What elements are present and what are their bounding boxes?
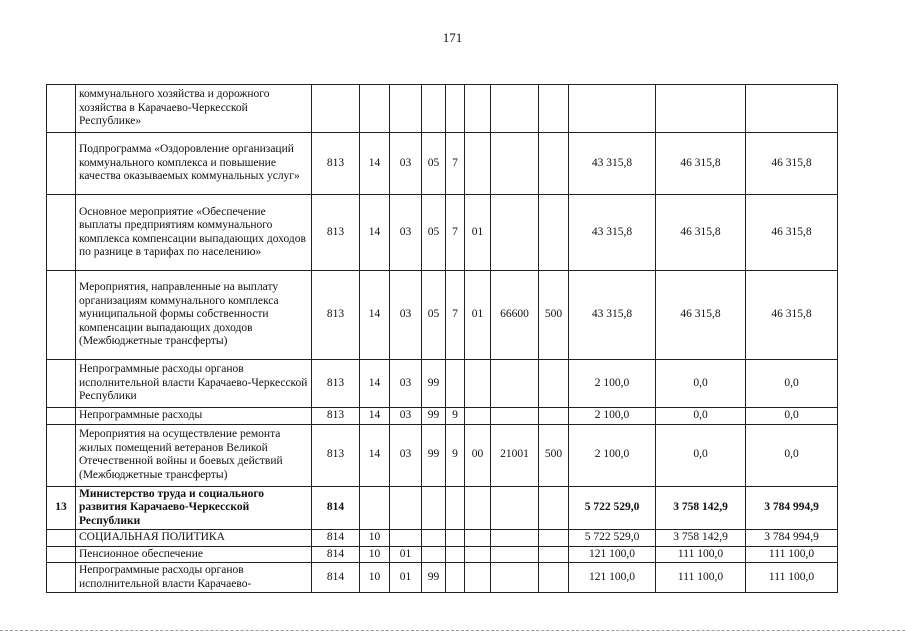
amount-year-2: 111 100,0 <box>656 546 746 563</box>
code-subprogram <box>446 486 465 530</box>
amount-year-1: 43 315,8 <box>569 133 656 195</box>
amount-year-2: 3 758 142,9 <box>656 530 746 547</box>
amount-year-3: 111 100,0 <box>746 546 838 563</box>
amount-year-1: 43 315,8 <box>569 195 656 271</box>
code-direction: 21001 <box>491 424 539 486</box>
code-direction <box>491 408 539 425</box>
code-rz: 14 <box>360 424 390 486</box>
code-expense-type: 500 <box>539 424 569 486</box>
code-event <box>465 360 491 408</box>
code-program: 99 <box>422 424 446 486</box>
code-expense-type <box>539 408 569 425</box>
code-rz: 14 <box>360 408 390 425</box>
code-gr: 813 <box>312 424 360 486</box>
code-pr: 01 <box>390 563 422 593</box>
amount-year-3: 3 784 994,9 <box>746 486 838 530</box>
code-rz: 10 <box>360 563 390 593</box>
scan-edge-line <box>0 630 905 631</box>
code-rz: 14 <box>360 195 390 271</box>
code-program: 05 <box>422 271 446 360</box>
code-program: 99 <box>422 408 446 425</box>
amount-year-3: 0,0 <box>746 360 838 408</box>
amount-year-1: 121 100,0 <box>569 563 656 593</box>
amount-year-2: 0,0 <box>656 408 746 425</box>
code-pr <box>390 85 422 133</box>
code-program: 05 <box>422 133 446 195</box>
amount-year-3: 46 315,8 <box>746 271 838 360</box>
amount-year-1: 2 100,0 <box>569 408 656 425</box>
code-program <box>422 530 446 547</box>
row-name: Основное мероприятие «Обеспечение выплаты предприятиям коммунального комплекса компенсации выпадающих доходов по разнице в тарифах по населению» <box>76 195 312 271</box>
table-row <box>47 486 838 530</box>
code-direction <box>491 360 539 408</box>
amount-year-1: 2 100,0 <box>569 360 656 408</box>
row-name: Непрограммные расходы <box>76 408 312 425</box>
code-rz <box>360 85 390 133</box>
row-name: Подпрограмма «Оздоровление организаций коммунального комплекса и повышение качества оказываемых коммунальных услуг» <box>76 133 312 195</box>
code-subprogram <box>446 360 465 408</box>
row-name: Мероприятия на осуществление ремонта жилых помещений ветеранов Великой Отечественной войны и боевых действий (Межбюджетные трансферты) <box>76 424 312 486</box>
row-number: 13 <box>47 486 76 530</box>
code-direction <box>491 546 539 563</box>
code-pr <box>390 530 422 547</box>
code-direction <box>491 133 539 195</box>
row-number <box>47 271 76 360</box>
amount-year-1: 121 100,0 <box>569 546 656 563</box>
code-subprogram: 7 <box>446 133 465 195</box>
code-gr: 814 <box>312 530 360 547</box>
code-event <box>465 546 491 563</box>
table-row <box>47 133 838 195</box>
row-name: СОЦИАЛЬНАЯ ПОЛИТИКА <box>76 530 312 547</box>
code-gr: 813 <box>312 133 360 195</box>
amount-year-1 <box>569 85 656 133</box>
row-name: коммунального хозяйства и дорожного хозяйства в Карачаево-Черкесской Республике» <box>76 85 312 133</box>
row-name: Министерство труда и социального развития Карачаево-Черкесской Республики <box>76 486 312 530</box>
code-rz: 14 <box>360 133 390 195</box>
code-gr: 813 <box>312 195 360 271</box>
code-expense-type <box>539 133 569 195</box>
code-subprogram: 9 <box>446 424 465 486</box>
row-number <box>47 85 76 133</box>
row-number <box>47 530 76 547</box>
code-expense-type <box>539 486 569 530</box>
code-direction <box>491 486 539 530</box>
code-rz: 10 <box>360 530 390 547</box>
code-direction <box>491 85 539 133</box>
code-rz <box>360 486 390 530</box>
code-expense-type <box>539 195 569 271</box>
code-pr <box>390 486 422 530</box>
code-subprogram <box>446 85 465 133</box>
budget-table <box>46 84 838 593</box>
amount-year-1: 5 722 529,0 <box>569 486 656 530</box>
code-expense-type <box>539 530 569 547</box>
code-expense-type <box>539 85 569 133</box>
code-expense-type: 500 <box>539 271 569 360</box>
code-expense-type <box>539 360 569 408</box>
row-name: Непрограммные расходы органов исполнительной власти Карачаево-Черкесской Республики <box>76 360 312 408</box>
row-number <box>47 360 76 408</box>
row-number <box>47 408 76 425</box>
code-gr: 813 <box>312 271 360 360</box>
code-event <box>465 133 491 195</box>
code-subprogram: 9 <box>446 408 465 425</box>
amount-year-1: 43 315,8 <box>569 271 656 360</box>
code-gr <box>312 85 360 133</box>
code-direction <box>491 195 539 271</box>
code-gr: 813 <box>312 360 360 408</box>
row-number <box>47 546 76 563</box>
table-row <box>47 563 838 593</box>
amount-year-1: 5 722 529,0 <box>569 530 656 547</box>
code-program <box>422 546 446 563</box>
amount-year-2: 0,0 <box>656 424 746 486</box>
code-program <box>422 486 446 530</box>
code-subprogram <box>446 546 465 563</box>
table-row <box>47 424 838 486</box>
amount-year-3: 46 315,8 <box>746 133 838 195</box>
row-name: Мероприятия, направленные на выплату организациям коммунального комплекса муниципальной формы собственности компенсации выпадающих доходов (Межбюджетные трансферты) <box>76 271 312 360</box>
code-pr: 03 <box>390 408 422 425</box>
code-event: 01 <box>465 195 491 271</box>
code-direction: 66600 <box>491 271 539 360</box>
amount-year-2: 111 100,0 <box>656 563 746 593</box>
code-pr: 03 <box>390 195 422 271</box>
code-gr: 814 <box>312 486 360 530</box>
code-expense-type <box>539 546 569 563</box>
table-row <box>47 271 838 360</box>
code-event <box>465 85 491 133</box>
code-event <box>465 408 491 425</box>
code-event <box>465 530 491 547</box>
amount-year-1: 2 100,0 <box>569 424 656 486</box>
row-number <box>47 195 76 271</box>
table-row <box>47 360 838 408</box>
table-row <box>47 408 838 425</box>
table-row <box>47 530 838 547</box>
code-rz: 10 <box>360 546 390 563</box>
table-row <box>47 85 838 133</box>
amount-year-3: 0,0 <box>746 424 838 486</box>
code-program: 99 <box>422 360 446 408</box>
code-gr: 814 <box>312 546 360 563</box>
code-pr: 03 <box>390 271 422 360</box>
code-rz: 14 <box>360 271 390 360</box>
table-row <box>47 195 838 271</box>
code-direction <box>491 563 539 593</box>
amount-year-3: 3 784 994,9 <box>746 530 838 547</box>
amount-year-3: 46 315,8 <box>746 195 838 271</box>
code-expense-type <box>539 563 569 593</box>
code-gr: 813 <box>312 408 360 425</box>
row-name: Непрограммные расходы органов исполнительной власти Карачаево- <box>76 563 312 593</box>
code-rz: 14 <box>360 360 390 408</box>
code-pr: 01 <box>390 546 422 563</box>
code-program: 99 <box>422 563 446 593</box>
amount-year-2: 3 758 142,9 <box>656 486 746 530</box>
amount-year-2: 46 315,8 <box>656 271 746 360</box>
page-number: 171 <box>442 30 463 45</box>
code-event: 00 <box>465 424 491 486</box>
amount-year-3: 111 100,0 <box>746 563 838 593</box>
amount-year-2: 46 315,8 <box>656 133 746 195</box>
code-program <box>422 85 446 133</box>
code-subprogram: 7 <box>446 271 465 360</box>
code-subprogram <box>446 530 465 547</box>
row-number <box>47 424 76 486</box>
amount-year-2: 46 315,8 <box>656 195 746 271</box>
code-subprogram <box>446 563 465 593</box>
row-number <box>47 133 76 195</box>
amount-year-3: 0,0 <box>746 408 838 425</box>
amount-year-2: 0,0 <box>656 360 746 408</box>
amount-year-3 <box>746 85 838 133</box>
code-pr: 03 <box>390 424 422 486</box>
code-subprogram: 7 <box>446 195 465 271</box>
code-event: 01 <box>465 271 491 360</box>
code-event <box>465 563 491 593</box>
code-program: 05 <box>422 195 446 271</box>
row-number <box>47 563 76 593</box>
amount-year-2 <box>656 85 746 133</box>
code-gr: 814 <box>312 563 360 593</box>
row-name: Пенсионное обеспечение <box>76 546 312 563</box>
code-direction <box>491 530 539 547</box>
code-event <box>465 486 491 530</box>
code-pr: 03 <box>390 133 422 195</box>
code-pr: 03 <box>390 360 422 408</box>
table-row <box>47 546 838 563</box>
